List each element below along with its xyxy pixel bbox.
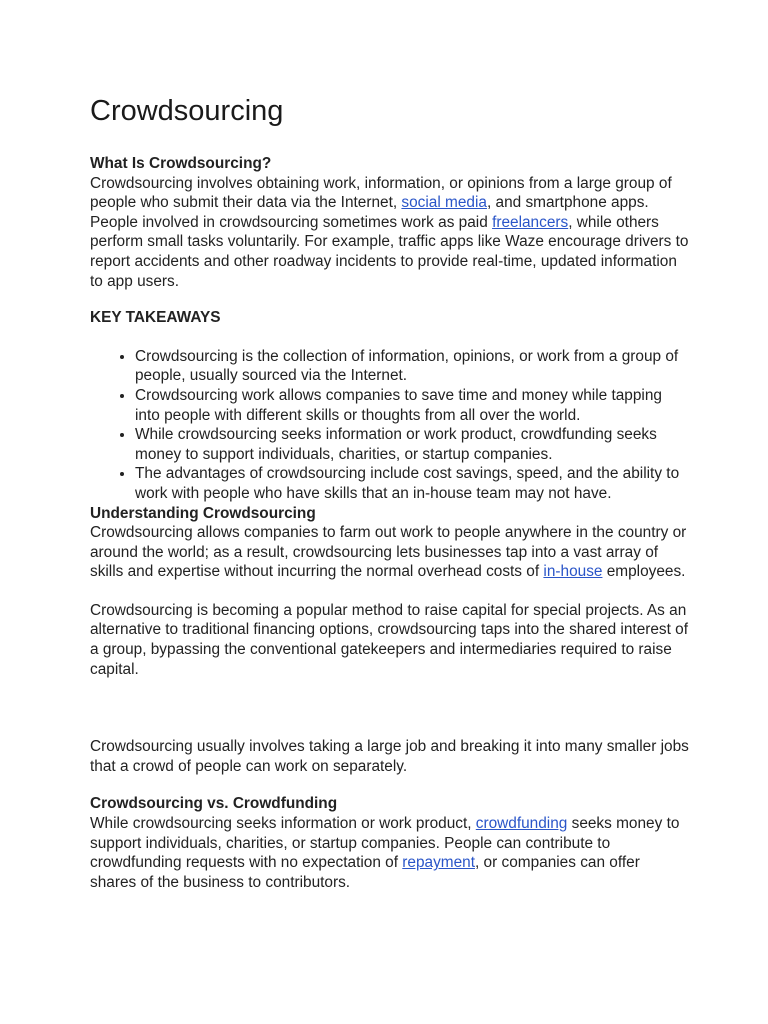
- paragraph-what-is: [90, 174, 690, 292]
- text-segment: Crowdsourcing allows companies to farm out work to people anywhere in the country or around the world; as a result, crowdsourcing lets businesses tap into a vast array of skills and expertise without incurring the normal overhead costs of: [90, 524, 687, 581]
- text-segment: Crowdsourcing involves obtaining work, information, or opinions from a large group of people who submit their data via the Internet,: [90, 174, 672, 212]
- link-social-media[interactable]: social media: [401, 194, 487, 212]
- key-takeaways-list: [90, 347, 690, 504]
- text-segment: seeks money to support individuals, charities, or startup companies. People can contribute to crowdfunding requests with no expectation of: [90, 815, 680, 872]
- paragraph-understanding-3: Crowdsourcing usually involves taking a large job and breaking it into many smaller jobs that a crowd of people can work on separately.: [90, 738, 689, 775]
- link-in-house[interactable]: in-house: [543, 563, 603, 581]
- paragraph-understanding-2: Crowdsourcing is becoming a popular method to raise capital for special projects. As an alternative to traditional financing options, crowdsourcing taps into the shared interest of a group, bypassing the conventional gatekeepers and intermediaries required to raise capital.: [90, 601, 689, 678]
- paragraph-vs-crowdfunding: [90, 814, 690, 892]
- link-freelancers[interactable]: freelancers: [492, 213, 569, 231]
- heading-vs-crowdfunding: Crowdsourcing vs. Crowdfunding: [90, 795, 338, 813]
- link-crowdfunding[interactable]: crowdfunding: [475, 815, 568, 833]
- list-item: • While crowdsourcing seeks information or work product, crowdfunding seeks money to support individuals, charities, or startup companies.: [135, 425, 690, 464]
- document-page: [90, 92, 690, 892]
- list-item: • Crowdsourcing work allows companies to save time and money while tapping into people with different skills or thoughts from all over the world.: [135, 386, 690, 425]
- heading-what-is: What Is Crowdsourcing?: [90, 155, 272, 172]
- list-item: • The advantages of crowdsourcing include cost savings, speed, and the ability to work with people who have skills that an in-house team may not have.: [135, 464, 690, 503]
- text-segment: , or companies can offer shares of the business to contributors.: [90, 854, 640, 891]
- list-item: • Crowdsourcing is the collection of information, opinions, or work from a group of people, usually sourced via the Internet.: [135, 347, 690, 386]
- paragraph-understanding-1: [90, 523, 690, 582]
- text-segment: employees.: [602, 563, 686, 581]
- heading-key-takeaways: KEY TAKEAWAYS: [90, 309, 221, 327]
- text-segment: , while others perform small tasks voluntarily. For example, traffic apps like Waze encourage drivers to report accidents and other roadway incidents to provide real-time, updated information to app users.: [90, 213, 689, 290]
- text-segment: While crowdsourcing seeks information or work product,: [90, 815, 476, 833]
- text-segment: , and smartphone apps. People involved in crowdsourcing sometimes work as paid: [90, 194, 649, 231]
- heading-understanding: Understanding Crowdsourcing: [90, 504, 316, 522]
- link-repayment[interactable]: repayment: [402, 854, 475, 872]
- page-title: Crowdsourcing: [90, 95, 284, 127]
